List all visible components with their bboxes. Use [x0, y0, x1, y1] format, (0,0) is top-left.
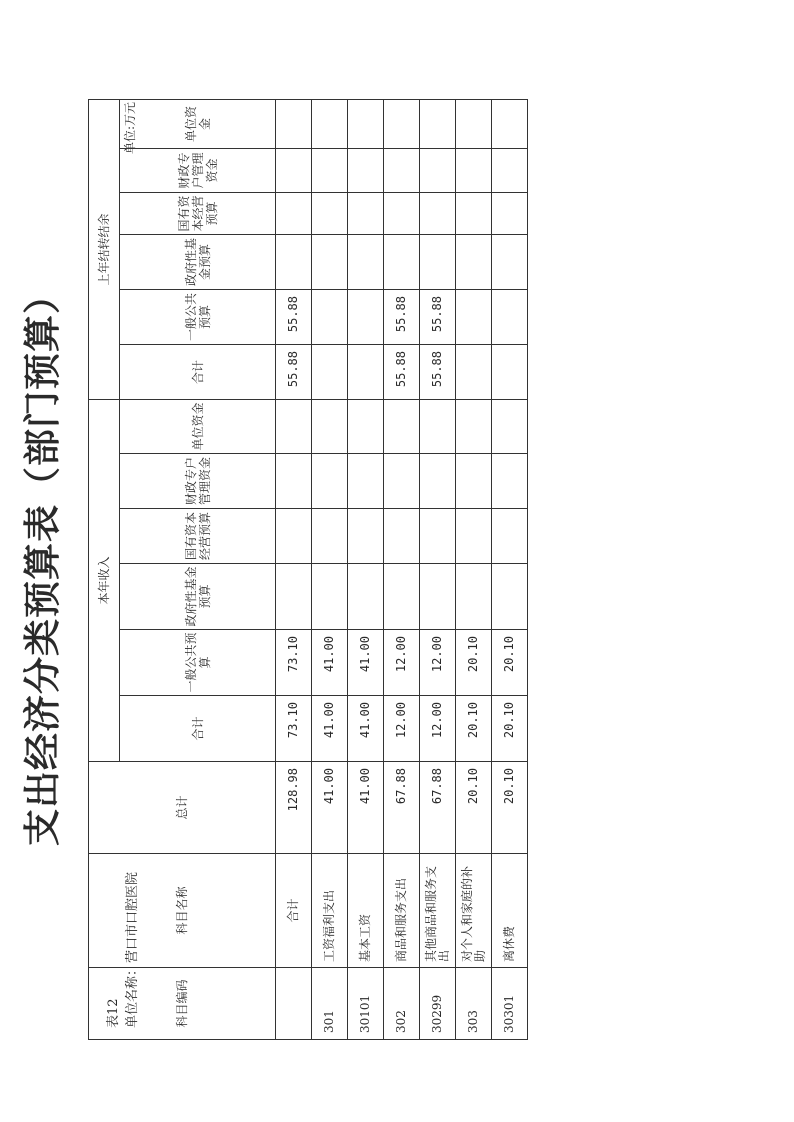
- header-current-gov-fund: 政府性基金预算: [120, 564, 276, 630]
- cell-co-gov: [384, 235, 420, 290]
- cell-co-total: [492, 345, 528, 400]
- cell-cur-state: [492, 509, 528, 564]
- cell-co-general: [348, 290, 384, 345]
- header-carryover-state-capital: 国有资本经营预算: [120, 193, 276, 235]
- cell-co-gov: [420, 235, 456, 290]
- table-row: [312, 100, 348, 1040]
- cell-co-gov: [312, 235, 348, 290]
- cell-co-fiscal: [276, 149, 312, 193]
- cell-cur-unit: [276, 400, 312, 454]
- cell-co-fiscal: [384, 149, 420, 193]
- cell-cur-state: [348, 509, 384, 564]
- cell-name: 合计: [276, 854, 312, 968]
- cell-co-unit: [276, 100, 312, 149]
- unit-name: 单位名称：营口市口腔医院: [125, 871, 140, 1028]
- cell-cur-fiscal: [384, 454, 420, 509]
- cell-co-state: [456, 193, 492, 235]
- cell-cur-general: 12.00: [420, 630, 456, 696]
- cell-co-general: 55.88: [384, 290, 420, 345]
- budget-table-wrapper: [88, 99, 528, 1040]
- cell-total: 41.00: [312, 762, 348, 854]
- cell-co-gov: [456, 235, 492, 290]
- cell-cur-fiscal: [348, 454, 384, 509]
- cell-code: 303: [456, 968, 492, 1040]
- cell-name: 商品和服务支出: [384, 854, 420, 968]
- cell-code: [276, 968, 312, 1040]
- cell-total: 41.00: [348, 762, 384, 854]
- cell-co-total: [348, 345, 384, 400]
- cell-co-fiscal: [456, 149, 492, 193]
- table-row: [492, 100, 528, 1040]
- cell-co-fiscal: [312, 149, 348, 193]
- cell-code: 30301: [492, 968, 528, 1040]
- cell-cur-gov: [492, 564, 528, 630]
- cell-cur-general: 20.10: [492, 630, 528, 696]
- cell-cur-general: 20.10: [456, 630, 492, 696]
- cell-total: 20.10: [492, 762, 528, 854]
- header-current-unit-fund: 单位资金: [120, 400, 276, 454]
- cell-name: 工资福利支出: [312, 854, 348, 968]
- cell-cur-general: 12.00: [384, 630, 420, 696]
- table-row: [456, 100, 492, 1040]
- cell-co-unit: [420, 100, 456, 149]
- cell-co-fiscal: [492, 149, 528, 193]
- table-row: [348, 100, 384, 1040]
- cell-cur-gov: [312, 564, 348, 630]
- cell-cur-unit: [348, 400, 384, 454]
- header-carryover-total: 合计: [120, 345, 276, 400]
- cell-cur-state: [384, 509, 420, 564]
- header-code: 科目编码: [89, 968, 276, 1040]
- table-row: [420, 100, 456, 1040]
- cell-co-total: [456, 345, 492, 400]
- cell-cur-fiscal: [276, 454, 312, 509]
- cell-co-state: [420, 193, 456, 235]
- cell-cur-general: 73.10: [276, 630, 312, 696]
- cell-cur-fiscal: [312, 454, 348, 509]
- cell-co-total: 55.88: [420, 345, 456, 400]
- cell-co-state: [384, 193, 420, 235]
- header-current-total: 合计: [120, 696, 276, 762]
- cell-cur-total: 20.10: [456, 696, 492, 762]
- cell-cur-fiscal: [420, 454, 456, 509]
- cell-co-unit: [312, 100, 348, 149]
- cell-total: 128.98: [276, 762, 312, 854]
- cell-co-total: 55.88: [384, 345, 420, 400]
- cell-cur-state: [420, 509, 456, 564]
- cell-cur-total: 73.10: [276, 696, 312, 762]
- header-carryover-fiscal-special: 财政专户管理资金: [120, 149, 276, 193]
- cell-code: 30101: [348, 968, 384, 1040]
- cell-co-general: [456, 290, 492, 345]
- cell-cur-gov: [384, 564, 420, 630]
- cell-name: 对个人和家庭的补助: [456, 854, 492, 968]
- cell-total: 67.88: [420, 762, 456, 854]
- page-title: 支出经济分类预算表（部门预算）: [20, 276, 64, 846]
- cell-co-gov: [276, 235, 312, 290]
- cell-co-state: [348, 193, 384, 235]
- cell-cur-total: 41.00: [312, 696, 348, 762]
- cell-cur-gov: [276, 564, 312, 630]
- header-name: 科目名称: [89, 854, 276, 968]
- cell-cur-state: [312, 509, 348, 564]
- cell-co-fiscal: [420, 149, 456, 193]
- cell-name: 其他商品和服务支出: [420, 854, 456, 968]
- header-current-income: 本年收入: [89, 400, 120, 762]
- header-total: 总计: [89, 762, 276, 854]
- cell-co-unit: [492, 100, 528, 149]
- cell-co-fiscal: [348, 149, 384, 193]
- header-current-state-capital: 国有资本经营预算: [120, 509, 276, 564]
- cell-cur-unit: [456, 400, 492, 454]
- cell-name: 基本工资: [348, 854, 384, 968]
- cell-co-total: [312, 345, 348, 400]
- cell-co-unit: [384, 100, 420, 149]
- cell-co-unit: [348, 100, 384, 149]
- cell-total: 20.10: [456, 762, 492, 854]
- cell-co-state: [312, 193, 348, 235]
- cell-cur-general: 41.00: [312, 630, 348, 696]
- cell-cur-gov: [456, 564, 492, 630]
- cell-cur-fiscal: [492, 454, 528, 509]
- cell-co-gov: [492, 235, 528, 290]
- table-row: [384, 100, 420, 1040]
- header-carryover-unit-fund: 单位资金: [120, 100, 276, 149]
- cell-co-state: [276, 193, 312, 235]
- cell-co-general: [312, 290, 348, 345]
- cell-cur-general: 41.00: [348, 630, 384, 696]
- cell-name: 离休费: [492, 854, 528, 968]
- cell-co-general: 55.88: [276, 290, 312, 345]
- cell-co-general: [492, 290, 528, 345]
- cell-cur-unit: [384, 400, 420, 454]
- cell-co-state: [492, 193, 528, 235]
- table-body: [276, 100, 528, 1040]
- table-row: [276, 100, 312, 1040]
- header-carryover-general: 一般公共预算: [120, 290, 276, 345]
- cell-cur-unit: [312, 400, 348, 454]
- cell-code: 301: [312, 968, 348, 1040]
- cell-co-gov: [348, 235, 384, 290]
- table-number: 表12: [106, 998, 121, 1028]
- cell-cur-gov: [348, 564, 384, 630]
- cell-cur-unit: [492, 400, 528, 454]
- header-current-fiscal-special: 财政专户管理资金: [120, 454, 276, 509]
- cell-co-general: 55.88: [420, 290, 456, 345]
- header-carryover: 上年结转结余: [89, 100, 120, 400]
- currency-unit: 单位:万元: [123, 101, 137, 154]
- cell-cur-total: 20.10: [492, 696, 528, 762]
- cell-co-total: 55.88: [276, 345, 312, 400]
- cell-cur-total: 41.00: [348, 696, 384, 762]
- cell-cur-gov: [420, 564, 456, 630]
- header-carryover-gov-fund: 政府性基金预算: [120, 235, 276, 290]
- cell-cur-unit: [420, 400, 456, 454]
- cell-co-unit: [456, 100, 492, 149]
- cell-cur-total: 12.00: [384, 696, 420, 762]
- cell-cur-state: [456, 509, 492, 564]
- budget-table: [88, 99, 528, 1040]
- cell-code: 30299: [420, 968, 456, 1040]
- cell-code: 302: [384, 968, 420, 1040]
- cell-cur-state: [276, 509, 312, 564]
- cell-cur-fiscal: [456, 454, 492, 509]
- cell-total: 67.88: [384, 762, 420, 854]
- cell-cur-total: 12.00: [420, 696, 456, 762]
- header-current-general: 一般公共预算: [120, 630, 276, 696]
